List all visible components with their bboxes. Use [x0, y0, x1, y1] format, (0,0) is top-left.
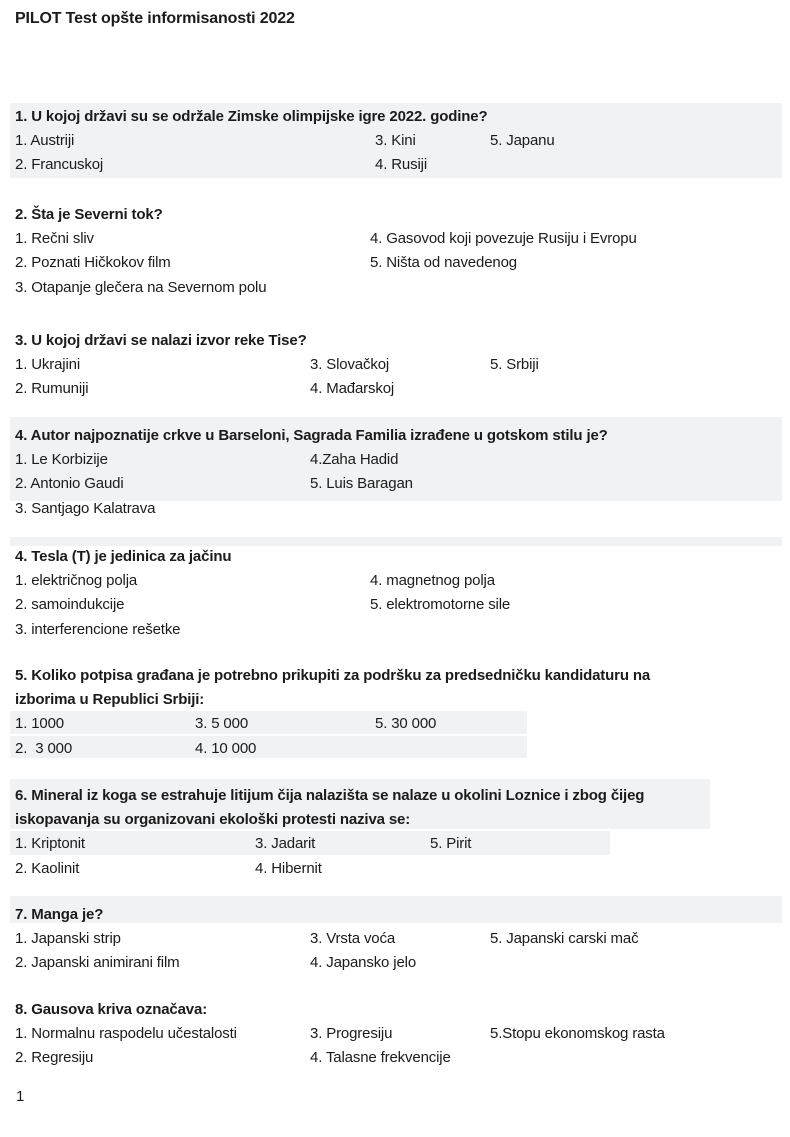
- question-title: 2. Šta je Severni tok?: [15, 205, 163, 223]
- answer-option: 2. 3 000: [15, 739, 73, 757]
- question-block-7: [15, 902, 780, 975]
- answer-option: 5. Japanu: [490, 131, 555, 149]
- answer-row: [15, 593, 780, 617]
- answer-option: 4. Gasovod koji povezuje Rusiju i Evropu: [370, 229, 637, 247]
- answer-row: [15, 251, 780, 275]
- answer-option: 2. Japanski animirani film: [15, 954, 180, 972]
- answer-option: 4. Talasne frekvencije: [310, 1049, 451, 1067]
- answer-option: 4. Rusiji: [375, 156, 427, 174]
- answer-option: 1. Normalnu raspodelu učestalosti: [15, 1024, 237, 1042]
- answer-option: 3. 5 000: [195, 715, 249, 733]
- answer-row: [15, 617, 780, 641]
- answer-option: 1. Ukrajini: [15, 355, 81, 373]
- answer-option: 3. Santjago Kalatrava: [15, 499, 156, 517]
- answer-option: 3. Vrsta voća: [310, 929, 396, 947]
- answer-option: 3. interferencione rešetke: [15, 620, 181, 638]
- answer-row: [15, 472, 780, 496]
- answer-option: 4. magnetnog polja: [370, 571, 495, 589]
- answer-option: 1. Le Korbizije: [15, 450, 108, 468]
- question-title: 6. Mineral iz koga se estrahuje litijum čija nalazišta se nalaze u okolini Loznice i zbog čijeg: [15, 786, 645, 804]
- answer-option: 2. Poznati Hičkokov film: [15, 254, 171, 272]
- answer-option: 3. Progresiju: [310, 1024, 393, 1042]
- answer-option: 1. Japanski strip: [15, 929, 121, 947]
- answer-option: 5. elektromotorne sile: [370, 596, 511, 614]
- question-block-8: [15, 997, 780, 1070]
- answer-option: 5.Stopu ekonomskog rasta: [490, 1024, 665, 1042]
- question-block-2: [15, 202, 780, 299]
- answer-row: [15, 352, 780, 376]
- answer-row: [15, 856, 780, 880]
- answer-row: [15, 736, 780, 760]
- answer-option: 1. 1000: [15, 715, 64, 733]
- answer-option: 3. Slovačkoj: [310, 355, 390, 373]
- answer-option: 3. Otapanje glečera na Severnom polu: [15, 278, 267, 296]
- answer-row: [15, 128, 780, 152]
- answer-option: 2. Regresiju: [15, 1049, 94, 1067]
- answer-row: [15, 832, 780, 856]
- answer-option: 5. Pirit: [430, 835, 472, 853]
- question-title: 5. Koliko potpisa građana je potrebno prikupiti za podršku za predsedničku kandidaturu na: [15, 666, 651, 684]
- answer-option: 2. samoindukcije: [15, 596, 125, 614]
- question-block-5: [15, 663, 780, 760]
- answer-row: [15, 1046, 780, 1070]
- question-block-4a: [15, 423, 780, 520]
- answer-row: [15, 377, 780, 401]
- question-title: iskopavanja su organizovani ekološki protesti naziva se:: [15, 810, 411, 828]
- answer-option: 3. Jadarit: [255, 835, 316, 853]
- question-title: 4. Autor najpoznatije crkve u Barseloni, Sagrada Familia izrađene u gotskom stilu je?: [15, 426, 608, 444]
- document-title: PILOT Test opšte informisanosti 2022: [15, 10, 295, 27]
- answer-option: 5. Srbiji: [490, 355, 539, 373]
- answer-option: 2. Kaolinit: [15, 859, 80, 877]
- answer-row: [15, 1021, 780, 1045]
- answer-option: 4. Japansko jelo: [310, 954, 417, 972]
- answer-option: 5. Japanski carski mač: [490, 929, 639, 947]
- question-title: 1. U kojoj državi su se održale Zimske olimpijske igre 2022. godine?: [15, 107, 488, 125]
- answer-option: 5. Luis Baragan: [310, 475, 413, 493]
- answer-row: [15, 447, 780, 471]
- answer-option: 1. Kriptonit: [15, 835, 85, 853]
- answer-row: [15, 568, 780, 592]
- answer-row: [15, 496, 780, 520]
- answer-option: 4. 10 000: [195, 739, 257, 757]
- answer-option: 2. Antonio Gaudi: [15, 475, 124, 493]
- answer-row: [15, 153, 780, 177]
- answer-option: 4.Zaha Hadid: [310, 450, 399, 468]
- question-title: izborima u Republici Srbiji:: [15, 690, 205, 708]
- answer-row: [15, 275, 780, 299]
- answer-row: [15, 951, 780, 975]
- answer-option: 1. Austriji: [15, 131, 75, 149]
- question-block-3: [15, 328, 780, 401]
- page-number: 1: [16, 1088, 25, 1105]
- question-block-1: [15, 104, 780, 177]
- question-title: 7. Manga je?: [15, 905, 104, 923]
- answer-option: 4. Hibernit: [255, 859, 322, 877]
- answer-option: 2. Francuskoj: [15, 156, 104, 174]
- answer-row: [15, 926, 780, 950]
- answer-row: [15, 712, 780, 736]
- question-title: 3. U kojoj državi se nalazi izvor reke Tise?: [15, 331, 307, 349]
- answer-option: 4. Mađarskoj: [310, 380, 395, 398]
- question-block-4b: [15, 544, 780, 641]
- answer-option: 1. Rečni sliv: [15, 229, 94, 247]
- answer-option: 5. Ništa od navedenog: [370, 254, 517, 272]
- answer-option: 3. Kini: [375, 131, 416, 149]
- question-block-6: [15, 783, 780, 880]
- question-title: 8. Gausova kriva označava:: [15, 1000, 208, 1018]
- answer-option: 1. električnog polja: [15, 571, 138, 589]
- question-title: 4. Tesla (T) je jedinica za jačinu: [15, 547, 232, 565]
- answer-row: [15, 226, 780, 250]
- answer-option: 2. Rumuniji: [15, 380, 89, 398]
- answer-option: 5. 30 000: [375, 715, 437, 733]
